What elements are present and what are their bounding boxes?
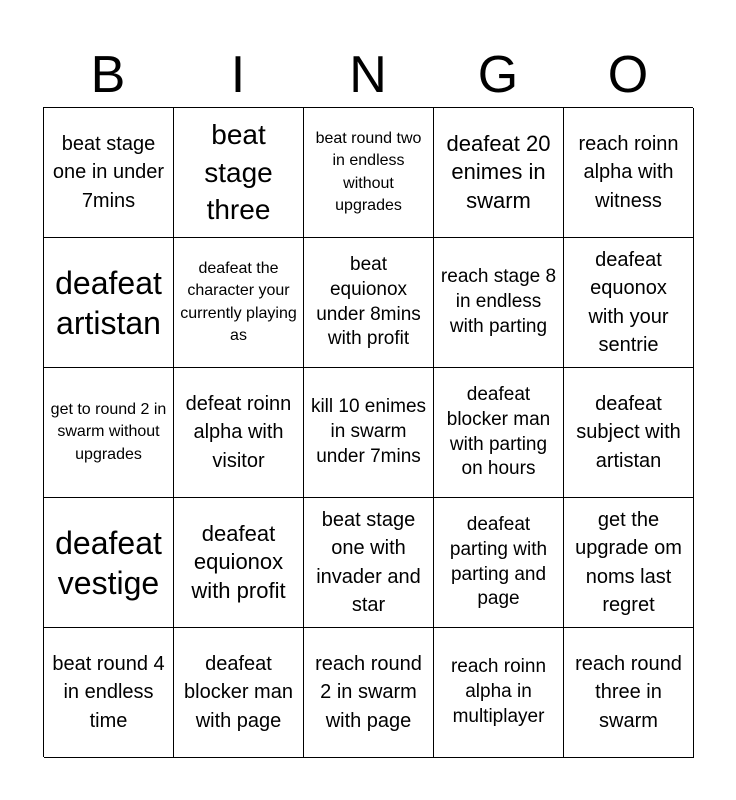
bingo-cell-r5c4: reach roinn alpha in multiplayer: [434, 628, 564, 758]
bingo-grid: [43, 107, 693, 757]
bingo-header: [43, 44, 693, 106]
bingo-cell-r2c2: deafeat the character your currently playing as: [174, 238, 304, 368]
bingo-cell-r3c3: kill 10 enimes in swarm under 7mins: [304, 368, 434, 498]
bingo-cell-r2c4: reach stage 8 in endless with parting: [434, 238, 564, 368]
header-letter-o: O: [607, 46, 649, 104]
bingo-cell-r5c1: beat round 4 in endless time: [44, 628, 174, 758]
bingo-cell-r5c5: reach round three in swarm: [564, 628, 694, 758]
header-letter-g: G: [477, 46, 519, 104]
bingo-cell-r3c5: deafeat subject with artistan: [564, 368, 694, 498]
bingo-cell-r3c4: deafeat blocker man with parting on hours: [434, 368, 564, 498]
bingo-cell-r1c1: beat stage one in under 7mins: [44, 108, 174, 238]
header-letter-n: N: [349, 46, 387, 104]
header-letter-i: I: [230, 46, 246, 104]
bingo-cell-r3c2: defeat roinn alpha with visitor: [174, 368, 304, 498]
bingo-cell-r2c1: deafeat artistan: [44, 238, 174, 368]
bingo-cell-r4c4: deafeat parting with parting and page: [434, 498, 564, 628]
bingo-cell-r4c5: get the upgrade om noms last regret: [564, 498, 694, 628]
bingo-cell-r1c5: reach roinn alpha with witness: [564, 108, 694, 238]
bingo-cell-r4c1: deafeat vestige: [44, 498, 174, 628]
bingo-cell-r1c3: beat round two in endless without upgrades: [304, 108, 434, 238]
bingo-cell-r4c2: deafeat equionox with profit: [174, 498, 304, 628]
bingo-cell-r1c2: beat stage three: [174, 108, 304, 238]
bingo-cell-r2c5: deafeat equonox with your sentrie: [564, 238, 694, 368]
bingo-cell-r5c3: reach round 2 in swarm with page: [304, 628, 434, 758]
bingo-cell-r3c1: get to round 2 in swarm without upgrades: [44, 368, 174, 498]
bingo-cell-r2c3: beat equionox under 8mins with profit: [304, 238, 434, 368]
header-letter-b: B: [90, 46, 126, 104]
bingo-cell-r1c4: deafeat 20 enimes in swarm: [434, 108, 564, 238]
bingo-cell-r5c2: deafeat blocker man with page: [174, 628, 304, 758]
bingo-cell-r4c3: beat stage one with invader and star: [304, 498, 434, 628]
